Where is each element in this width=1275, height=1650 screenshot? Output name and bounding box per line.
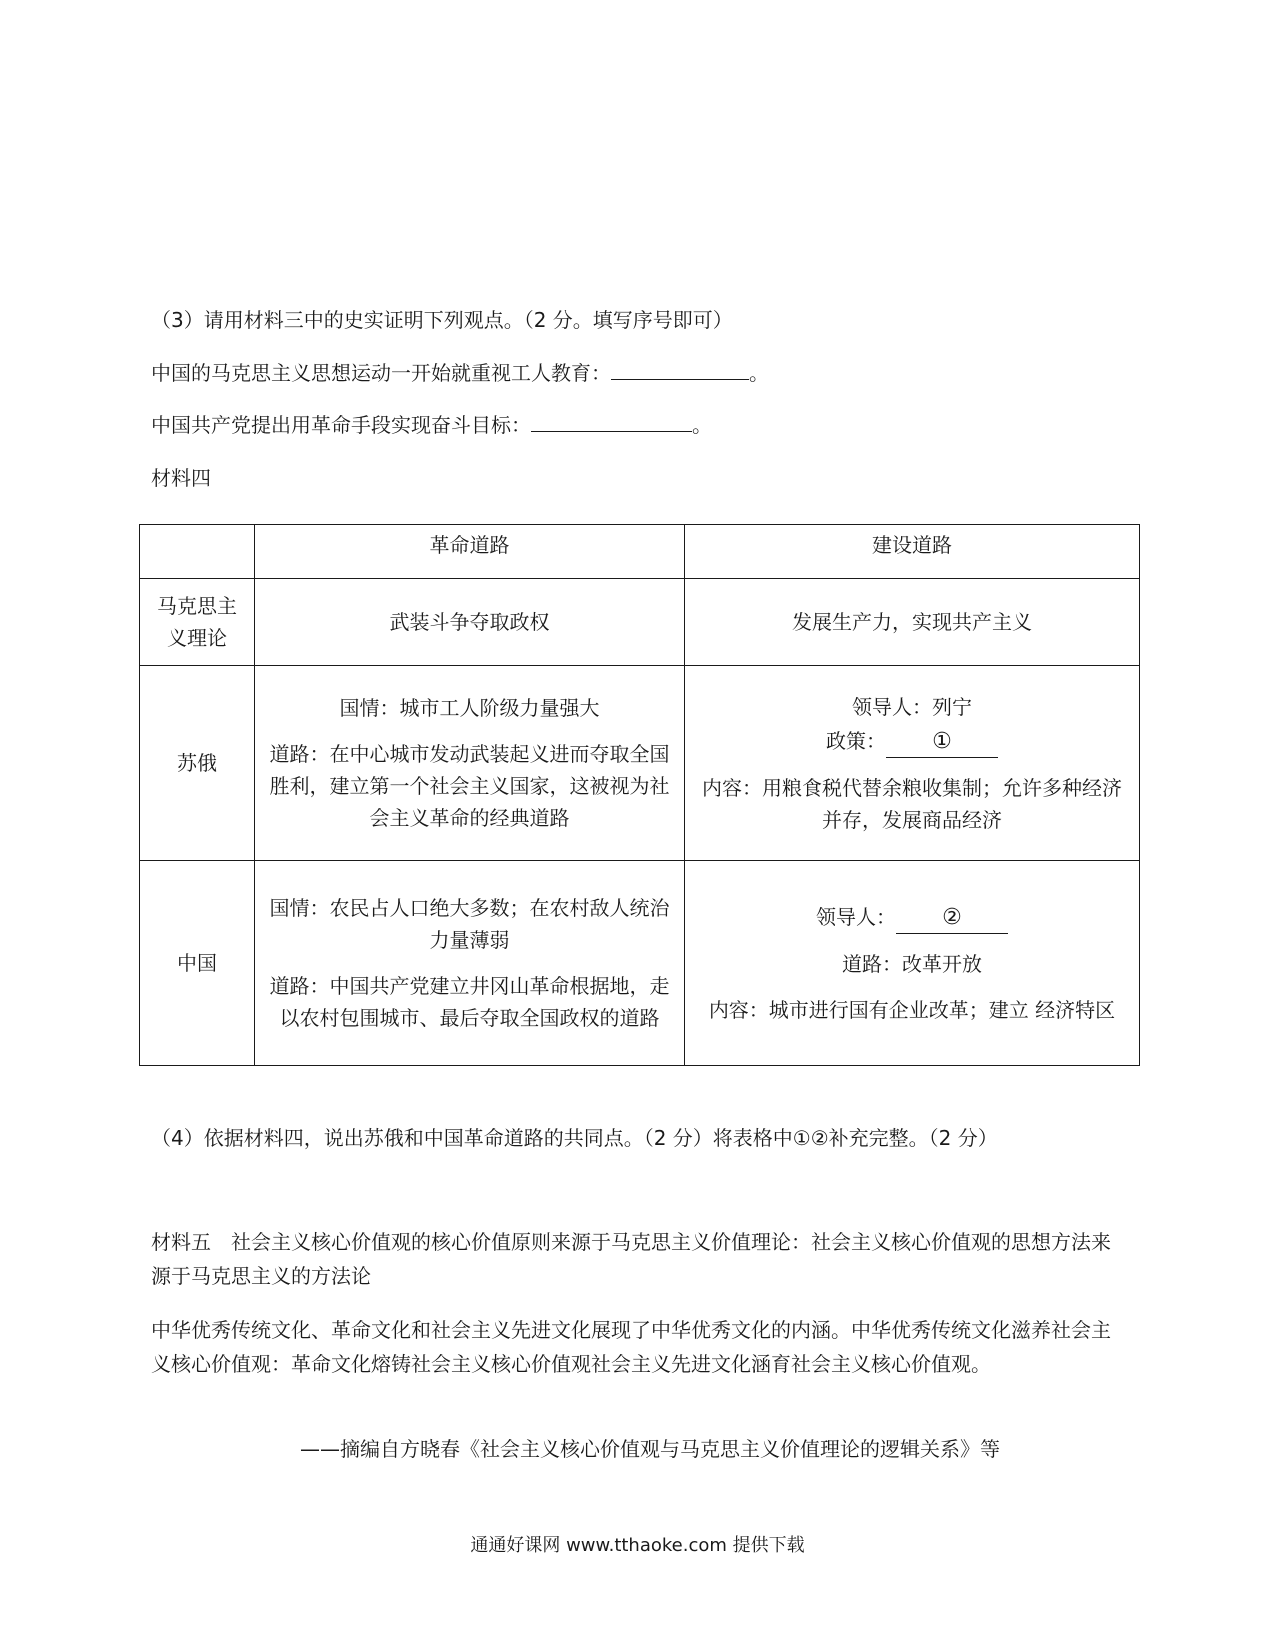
q3-line1-text: 中国的马克思主义思想运动一开始就重视工人教育：: [151, 361, 611, 385]
material5-para1: 材料五 社会主义核心价值观的核心价值原则来源于马克思主义价值理论：社会主义核心价值观的思想方法来源于马克思主义的方法论: [151, 1230, 1111, 1288]
china-content: 内容：城市进行国有企业改革；建立 经济特区: [708, 997, 1116, 1022]
china-revolution-cell: [255, 861, 685, 1066]
page-footer: 通通好课网 www.tthaoke.com 提供下载: [470, 1535, 805, 1556]
q4-prompt: （4）依据材料四，说出苏俄和中国革命道路的共同点。（2 分）将表格中①②补充完整。（2 分）: [151, 1126, 998, 1150]
header-revolution: 革命道路: [255, 525, 685, 579]
marx-revolution-cell: 武装斗争夺取政权: [255, 579, 685, 666]
q3-line2-text: 中国共产党提出用革命手段实现奋斗目标：: [151, 413, 531, 437]
china-situation: 国情：农民占人口绝大多数；在农村敌人统治力量薄弱: [269, 896, 670, 952]
material4-label: 材料四: [151, 466, 211, 490]
china-leader: [697, 901, 1127, 934]
russia-situation: 国情：城市工人阶级力量强大: [339, 696, 600, 720]
header-construction: 建设道路: [685, 525, 1140, 579]
china-leader-label: 领导人：: [816, 904, 896, 929]
russia-leader: 领导人：列宁: [852, 694, 972, 719]
russia-revolution-cell: [255, 666, 685, 861]
russia-road: 道路：在中心城市发动武装起义进而夺取全国胜利，建立第一个社会主义国家，这被视为社会主义革命的经典道路: [269, 742, 670, 830]
row-label-russia: 苏俄: [140, 666, 255, 861]
table-row-russia: [140, 666, 1140, 861]
china-road: 道路：中国共产党建立井冈山革命根据地，走以农村包围城市、最后夺取全国政权的道路: [269, 974, 670, 1030]
answer-blank-2[interactable]: [531, 411, 692, 432]
q3-line2-end: 。: [692, 413, 712, 437]
marx-construction-cell: 发展生产力，实现共产主义: [685, 579, 1140, 666]
russia-policy: [697, 725, 1127, 758]
table-header-row: [140, 525, 1140, 579]
answer-blank-1[interactable]: [611, 359, 749, 380]
china-construction-cell: [685, 861, 1140, 1066]
row-label-marx: 马克思主义理论: [140, 579, 255, 666]
material5-para2: 中华优秀传统文化、革命文化和社会主义先进文化展现了中华优秀文化的内涵。中华优秀传统文化滋养社会主义核心价值观：革命文化熔铸社会主义核心价值观社会主义先进文化涵育社会主义核心价值观。: [151, 1318, 1111, 1376]
china-construction-road: 道路：改革开放: [842, 951, 982, 976]
russia-construction-cell: [685, 666, 1140, 861]
q3-line1: [151, 359, 769, 386]
russia-content: 内容：用粮食税代替余粮收集制；允许多种经济并存，发展商品经济: [702, 775, 1122, 832]
q3-line2: [151, 411, 712, 438]
header-empty-cell: [140, 525, 255, 579]
material4-table: [139, 524, 1140, 1066]
leader-blank-2[interactable]: ②: [896, 903, 1008, 934]
material5-source: ——摘编自方晓春《社会主义核心价值观与马克思主义价值理论的逻辑关系》等: [300, 1437, 1000, 1461]
policy-blank-1[interactable]: ①: [886, 727, 998, 758]
q3-line1-end: 。: [749, 361, 769, 385]
q3-prompt: （3）请用材料三中的史实证明下列观点。（2 分。填写序号即可）: [151, 308, 733, 332]
russia-policy-label: 政策：: [826, 728, 886, 753]
table-row-marx: [140, 579, 1140, 666]
table-row-china: [140, 861, 1140, 1066]
row-label-china: 中国: [140, 861, 255, 1066]
